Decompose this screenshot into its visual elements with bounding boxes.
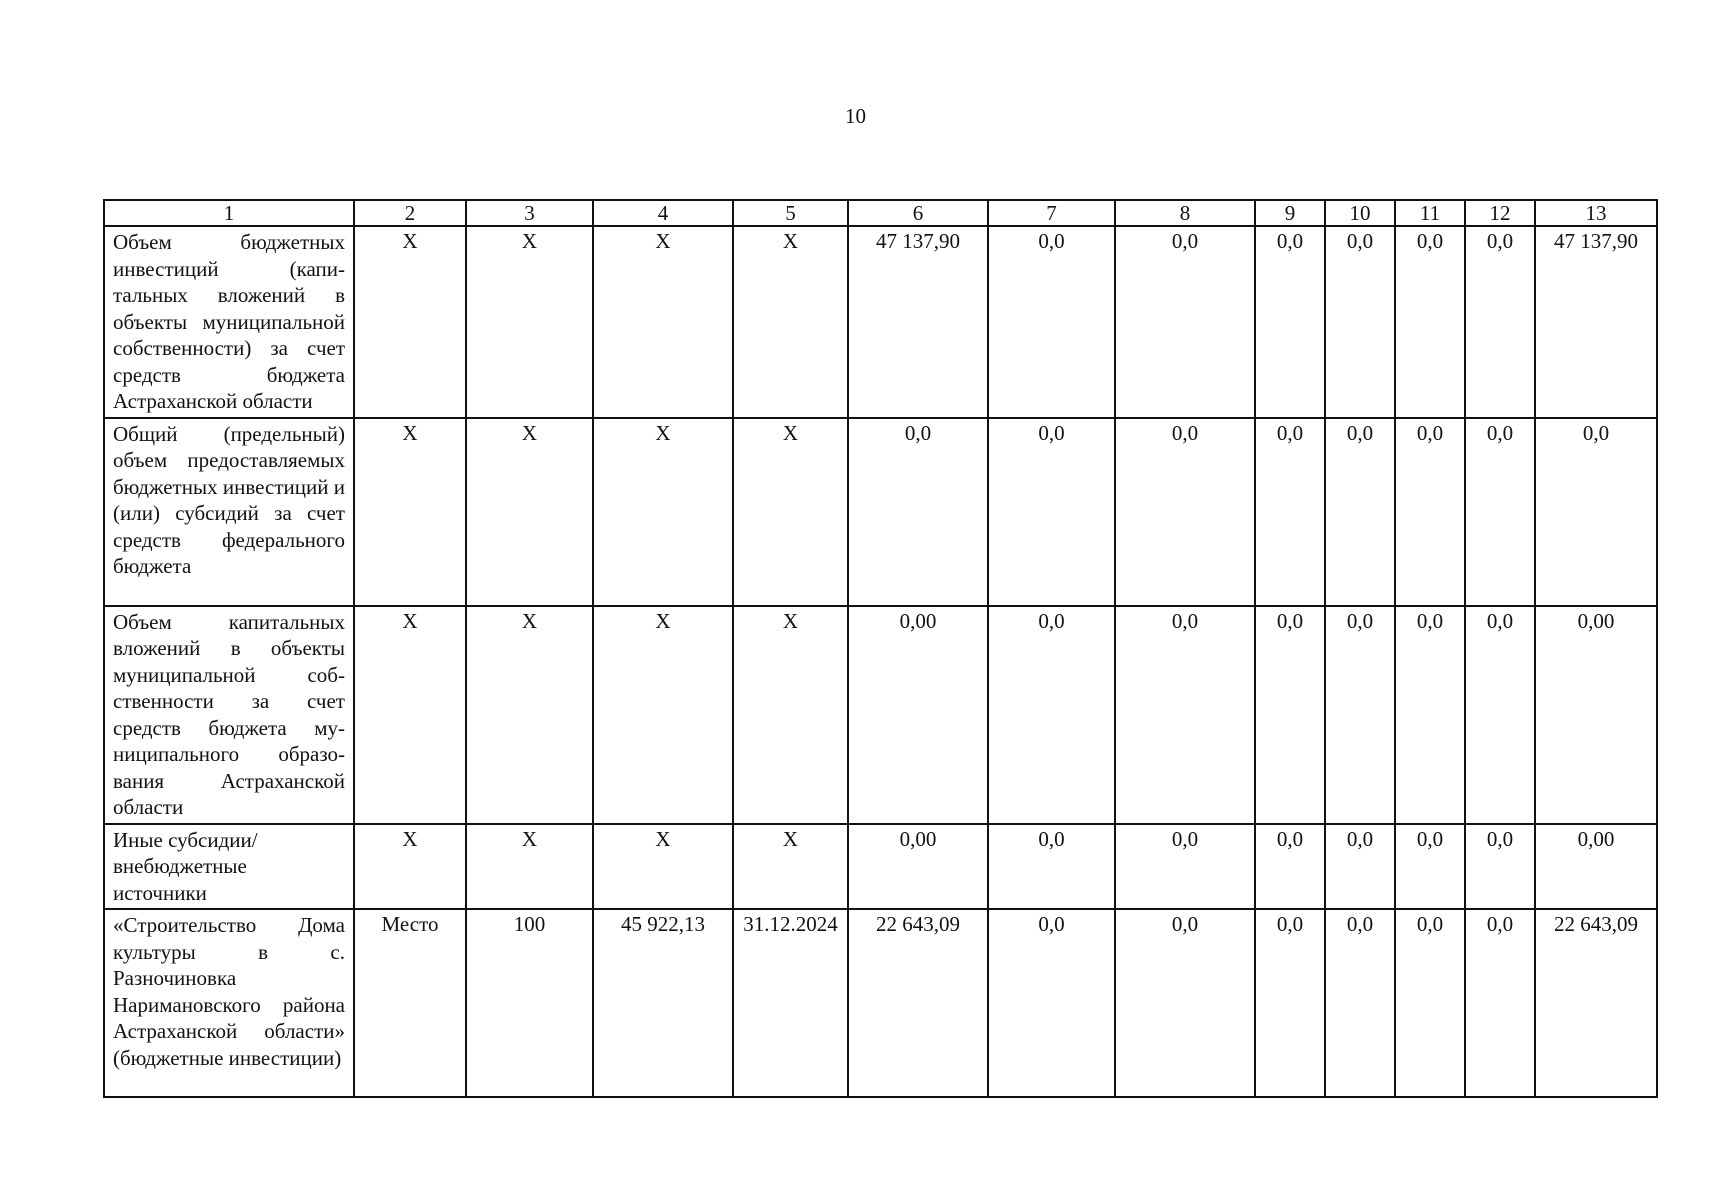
table-cell: 0,0 [1325,909,1395,1097]
table-cell: 0,0 [1255,226,1325,418]
table-cell: X [733,824,848,910]
table-cell: 0,0 [1395,606,1465,824]
table-cell: 0,0 [1255,606,1325,824]
column-header: 11 [1395,200,1465,226]
budget-table [103,199,1658,1098]
table-row [104,418,1657,606]
table-cell: Место [354,909,466,1097]
table-cell: 0,0 [988,418,1115,606]
column-header: 8 [1115,200,1255,226]
column-header: 6 [848,200,988,226]
table-cell: 0,0 [988,909,1115,1097]
table-cell: X [466,418,593,606]
row-description: Иные субсидии/внебюджетные источники [104,824,354,910]
table-cell: 0,0 [848,418,988,606]
table-row [104,824,1657,910]
table-cell: X [593,824,733,910]
table-cell: 0,0 [1395,824,1465,910]
table-row [104,226,1657,418]
column-header: 9 [1255,200,1325,226]
column-header: 7 [988,200,1115,226]
table-cell: 0,0 [1465,909,1535,1097]
table-cell: 0,00 [1535,606,1657,824]
row-description: Объем капитальных вложений в объекты муниципальной собственности за счет средств бюджета муниципального образования Астраханской области [104,606,354,824]
table-cell: 0,00 [848,606,988,824]
column-header: 2 [354,200,466,226]
table-cell: 100 [466,909,593,1097]
table-cell: X [733,606,848,824]
table-cell: X [593,606,733,824]
table-cell: X [354,606,466,824]
table-cell: 47 137,90 [848,226,988,418]
column-header: 3 [466,200,593,226]
table-cell: X [354,824,466,910]
table-cell: X [593,226,733,418]
table-cell: X [466,606,593,824]
table-body [104,226,1657,1097]
column-header: 1 [104,200,354,226]
table-cell: 0,0 [1325,418,1395,606]
table-cell: 31.12.2024 [733,909,848,1097]
table-cell: 0,0 [1115,606,1255,824]
table-cell: 45 922,13 [593,909,733,1097]
table-cell: 22 643,09 [1535,909,1657,1097]
table-cell: 0,0 [1535,418,1657,606]
table-cell: X [733,418,848,606]
row-description: «Строительство Дома культуры в с. Разночиновка Наримановского района Астраханской области» (бюджетные инвестиции) [104,909,354,1097]
table-cell: X [354,418,466,606]
table-cell: X [733,226,848,418]
table-header [104,200,1657,226]
table-cell: 0,0 [1465,824,1535,910]
column-header: 4 [593,200,733,226]
row-description: Общий (предельный) объем предоставляемых бюджетных инвестиций и (или) субсидий за счет средств федерального бюджета [104,418,354,606]
table-cell: X [593,418,733,606]
table-cell: 0,0 [1465,606,1535,824]
column-header: 12 [1465,200,1535,226]
row-description: Объем бюджетных инвестиций (капитальных вложений в объекты муниципальной собственности) за счет средств бюджета Астраханской области [104,226,354,418]
table-cell: 0,0 [1115,824,1255,910]
table-cell: 47 137,90 [1535,226,1657,418]
table-cell: 0,0 [1465,418,1535,606]
table-cell: 0,00 [848,824,988,910]
table-cell: 0,0 [1325,226,1395,418]
table-cell: 0,0 [988,606,1115,824]
table-cell: X [354,226,466,418]
table-cell: X [466,226,593,418]
table-cell: 0,0 [988,226,1115,418]
table-cell: 0,0 [1395,418,1465,606]
column-header: 13 [1535,200,1657,226]
table-cell: 0,0 [1115,418,1255,606]
table-cell: 0,0 [1395,909,1465,1097]
column-header: 10 [1325,200,1395,226]
table-cell: 0,0 [988,824,1115,910]
table-cell: 0,00 [1535,824,1657,910]
column-header: 5 [733,200,848,226]
page-number: 10 [845,104,866,128]
header-row [104,200,1657,226]
table-cell: X [466,824,593,910]
table-row [104,909,1657,1097]
table-cell: 0,0 [1395,226,1465,418]
table-cell: 0,0 [1115,909,1255,1097]
table-cell: 0,0 [1255,824,1325,910]
table-cell: 22 643,09 [848,909,988,1097]
table-row [104,606,1657,824]
table-cell: 0,0 [1255,909,1325,1097]
table-cell: 0,0 [1325,606,1395,824]
table-cell: 0,0 [1255,418,1325,606]
table-cell: 0,0 [1115,226,1255,418]
table-cell: 0,0 [1465,226,1535,418]
table-cell: 0,0 [1325,824,1395,910]
